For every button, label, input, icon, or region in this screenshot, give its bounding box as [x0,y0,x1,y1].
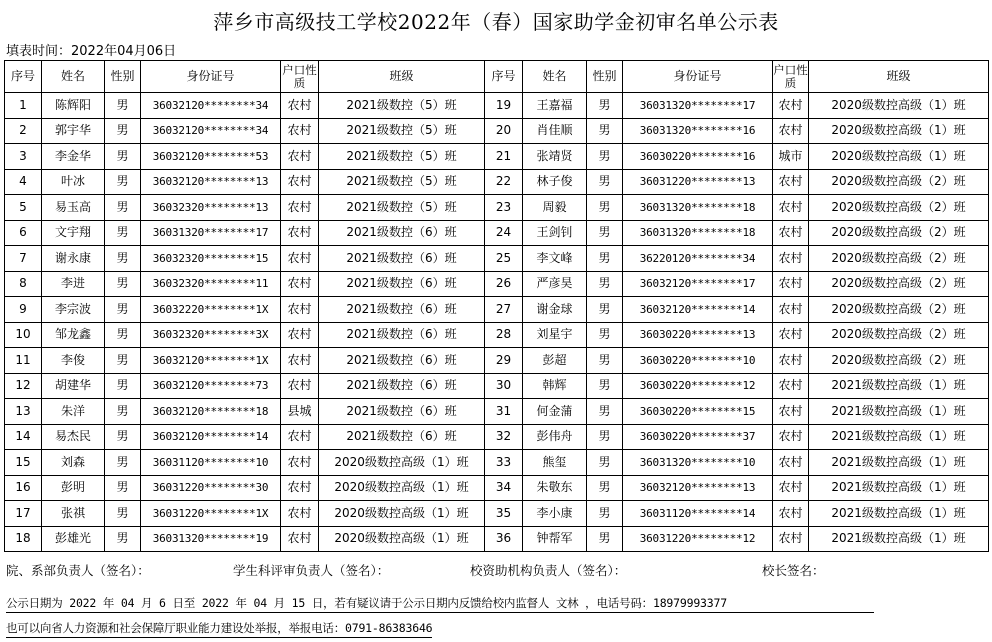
name-cell: 陈辉阳 [42,93,105,119]
name-cell: 何金蒲 [523,399,587,425]
seq-cell: 22 [485,169,523,195]
hukou-cell: 农村 [281,271,319,297]
id-number-cell: 36031220********13 [623,169,773,195]
id-number-cell: 36031120********14 [623,501,773,527]
name-cell: 谢金球 [523,297,587,323]
seq-cell: 35 [485,501,523,527]
table-row [5,195,989,221]
name-cell: 肖佳顺 [523,118,587,144]
id-number-cell: 36031320********18 [623,195,773,221]
hukou-cell: 农村 [281,526,319,552]
hukou-cell: 农村 [773,475,809,501]
table-row [5,118,989,144]
name-cell: 邹龙鑫 [42,322,105,348]
id-number-cell: 36031120********10 [141,450,281,476]
seq-cell: 30 [485,373,523,399]
name-cell: 张靖贤 [523,144,587,170]
table-row [5,501,989,527]
hukou-cell: 农村 [281,93,319,119]
class-cell: 2021级数控（6）班 [319,271,485,297]
table-row [5,297,989,323]
seq-cell: 15 [5,450,42,476]
table-row [5,322,989,348]
name-cell: 郭宇华 [42,118,105,144]
gender-cell: 男 [105,144,141,170]
id-number-cell: 36032120********14 [141,424,281,450]
class-cell: 2020级数控高级（2）班 [809,271,989,297]
hukou-cell: 农村 [773,373,809,399]
id-number-cell: 36031320********17 [141,220,281,246]
name-cell: 彭明 [42,475,105,501]
hukou-cell: 农村 [773,526,809,552]
gender-cell: 男 [105,348,141,374]
review-signature-label: 学生科评审负责人（签名）： [233,563,390,578]
gender-cell: 男 [587,271,623,297]
seq-cell: 7 [5,246,42,272]
gender-cell: 男 [587,501,623,527]
id-number-cell: 36031320********19 [141,526,281,552]
seq-cell: 18 [5,526,42,552]
gender-cell: 男 [587,450,623,476]
col-header: 序号 [485,61,523,93]
col-header: 姓名 [42,61,105,93]
class-cell: 2021级数控（6）班 [319,373,485,399]
table-row [5,373,989,399]
name-cell: 李文峰 [523,246,587,272]
class-cell: 2021级数控（6）班 [319,399,485,425]
class-cell: 2021级数控（5）班 [319,93,485,119]
hukou-cell: 农村 [281,297,319,323]
name-cell: 李金华 [42,144,105,170]
page-title: 萍乡市高级技工学校2022年（春）国家助学金初审名单公示表 [213,10,779,34]
name-cell: 周毅 [523,195,587,221]
col-header: 户口性质 [773,61,809,93]
name-cell: 韩辉 [523,373,587,399]
notice-period: 公示日期为 2022 年 04 月 6 日至 2022 年 04 月 15 日，若有疑议请于公示日期内反馈给校内监督人 文林 ，电话号码：18979993377 [6,595,874,613]
class-cell: 2020级数控高级（1）班 [319,450,485,476]
name-cell: 叶冰 [42,169,105,195]
fill-time: 填表时间：2022年04月06日 [6,44,177,59]
class-cell: 2021级数控（5）班 [319,118,485,144]
table-row [5,93,989,119]
hukou-cell: 农村 [773,169,809,195]
table-row [5,271,989,297]
id-number-cell: 36030220********37 [623,424,773,450]
class-cell: 2020级数控高级（2）班 [809,246,989,272]
id-number-cell: 36030220********16 [623,144,773,170]
name-cell: 胡建华 [42,373,105,399]
id-number-cell: 36220120********34 [623,246,773,272]
id-number-cell: 36032120********34 [141,93,281,119]
col-header: 性别 [105,61,141,93]
seq-cell: 33 [485,450,523,476]
class-cell: 2021级数控（6）班 [319,246,485,272]
gender-cell: 男 [105,169,141,195]
hukou-cell: 农村 [281,450,319,476]
hukou-cell: 农村 [773,322,809,348]
name-cell: 张祺 [42,501,105,527]
gender-cell: 男 [105,373,141,399]
seq-cell: 16 [5,475,42,501]
gender-cell: 男 [587,195,623,221]
student-table [4,60,989,552]
name-cell: 彭伟舟 [523,424,587,450]
class-cell: 2020级数控高级（1）班 [809,144,989,170]
seq-cell: 36 [485,526,523,552]
col-header: 户口性质 [281,61,319,93]
id-number-cell: 36032320********11 [141,271,281,297]
name-cell: 刘星宇 [523,322,587,348]
col-header: 班级 [809,61,989,93]
table-body [5,93,989,552]
id-number-cell: 36030220********15 [623,399,773,425]
hukou-cell: 农村 [773,246,809,272]
seq-cell: 32 [485,424,523,450]
gender-cell: 男 [105,93,141,119]
col-header: 身份证号 [141,61,281,93]
name-cell: 易玉高 [42,195,105,221]
gender-cell: 男 [587,246,623,272]
seq-cell: 5 [5,195,42,221]
name-cell: 王剑钊 [523,220,587,246]
name-cell: 朱敬东 [523,475,587,501]
table-row [5,424,989,450]
id-number-cell: 36032120********1X [141,348,281,374]
table-row [5,144,989,170]
class-cell: 2021级数控高级（1）班 [809,475,989,501]
hukou-cell: 农村 [281,501,319,527]
col-header: 姓名 [523,61,587,93]
hukou-cell: 农村 [773,348,809,374]
hukou-cell: 县城 [281,399,319,425]
table-row [5,348,989,374]
gender-cell: 男 [105,246,141,272]
id-number-cell: 36032120********53 [141,144,281,170]
id-number-cell: 36032120********73 [141,373,281,399]
name-cell: 彭超 [523,348,587,374]
table-row [5,475,989,501]
hukou-cell: 农村 [281,195,319,221]
seq-cell: 6 [5,220,42,246]
hukou-cell: 农村 [281,220,319,246]
id-number-cell: 36032120********18 [141,399,281,425]
class-cell: 2021级数控（6）班 [319,297,485,323]
principal-signature-label: 校长签名： [762,563,825,578]
col-header: 序号 [5,61,42,93]
header-row [5,61,989,93]
class-cell: 2020级数控高级（2）班 [809,322,989,348]
seq-cell: 3 [5,144,42,170]
col-header: 身份证号 [623,61,773,93]
name-cell: 李进 [42,271,105,297]
name-cell: 李俊 [42,348,105,374]
gender-cell: 男 [587,93,623,119]
id-number-cell: 36031220********12 [623,526,773,552]
gender-cell: 男 [587,118,623,144]
table-row [5,399,989,425]
seq-cell: 23 [485,195,523,221]
name-cell: 熊玺 [523,450,587,476]
name-cell: 李小康 [523,501,587,527]
class-cell: 2020级数控高级（1）班 [809,118,989,144]
id-number-cell: 36031220********30 [141,475,281,501]
class-cell: 2021级数控（6）班 [319,348,485,374]
id-number-cell: 36030220********12 [623,373,773,399]
table-row [5,526,989,552]
gender-cell: 男 [587,220,623,246]
seq-cell: 34 [485,475,523,501]
seq-cell: 17 [5,501,42,527]
class-cell: 2021级数控高级（1）班 [809,526,989,552]
dept-signature-label: 院、系部负责人（签名）： [6,563,150,578]
hukou-cell: 农村 [281,169,319,195]
class-cell: 2021级数控高级（1）班 [809,424,989,450]
hukou-cell: 农村 [773,271,809,297]
class-cell: 2021级数控高级（1）班 [809,399,989,425]
class-cell: 2020级数控高级（2）班 [809,348,989,374]
id-number-cell: 36031320********16 [623,118,773,144]
gender-cell: 男 [105,475,141,501]
hukou-cell: 农村 [773,501,809,527]
gender-cell: 男 [587,424,623,450]
seq-cell: 4 [5,169,42,195]
id-number-cell: 36031220********1X [141,501,281,527]
seq-cell: 1 [5,93,42,119]
hukou-cell: 农村 [281,424,319,450]
id-number-cell: 36030220********10 [623,348,773,374]
seq-cell: 24 [485,220,523,246]
gender-cell: 男 [587,322,623,348]
name-cell: 易杰民 [42,424,105,450]
class-cell: 2021级数控（5）班 [319,195,485,221]
seq-cell: 29 [485,348,523,374]
seq-cell: 19 [485,93,523,119]
class-cell: 2020级数控高级（1）班 [319,475,485,501]
gender-cell: 男 [105,195,141,221]
seq-cell: 27 [485,297,523,323]
seq-cell: 9 [5,297,42,323]
class-cell: 2020级数控高级（1）班 [319,501,485,527]
hukou-cell: 农村 [281,475,319,501]
hukou-cell: 农村 [281,118,319,144]
class-cell: 2020级数控高级（2）班 [809,169,989,195]
signature-row [0,561,992,579]
hukou-cell: 农村 [773,450,809,476]
gender-cell: 男 [105,501,141,527]
gender-cell: 男 [105,424,141,450]
class-cell: 2021级数控（5）班 [319,144,485,170]
gender-cell: 男 [105,526,141,552]
id-number-cell: 36032120********14 [623,297,773,323]
gender-cell: 男 [587,169,623,195]
id-number-cell: 36032320********3X [141,322,281,348]
seq-cell: 10 [5,322,42,348]
gender-cell: 男 [587,348,623,374]
class-cell: 2021级数控（6）班 [319,322,485,348]
id-number-cell: 36030220********13 [623,322,773,348]
name-cell: 彭雄光 [42,526,105,552]
hukou-cell: 农村 [281,348,319,374]
name-cell: 刘森 [42,450,105,476]
gender-cell: 男 [587,297,623,323]
id-number-cell: 36032320********13 [141,195,281,221]
id-number-cell: 36032320********15 [141,246,281,272]
hukou-cell: 农村 [281,322,319,348]
gender-cell: 男 [105,399,141,425]
seq-cell: 20 [485,118,523,144]
seq-cell: 11 [5,348,42,374]
seq-cell: 13 [5,399,42,425]
hukou-cell: 农村 [773,424,809,450]
hukou-cell: 农村 [281,144,319,170]
gender-cell: 男 [105,118,141,144]
class-cell: 2021级数控（6）班 [319,424,485,450]
class-cell: 2021级数控（5）班 [319,169,485,195]
name-cell: 朱洋 [42,399,105,425]
hukou-cell: 农村 [281,246,319,272]
gender-cell: 男 [587,144,623,170]
hukou-cell: 农村 [773,399,809,425]
id-number-cell: 36032220********1X [141,297,281,323]
gender-cell: 男 [587,526,623,552]
gender-cell: 男 [587,475,623,501]
seq-cell: 31 [485,399,523,425]
class-cell: 2020级数控高级（2）班 [809,220,989,246]
seq-cell: 21 [485,144,523,170]
hukou-cell: 农村 [281,373,319,399]
name-cell: 严彦昊 [523,271,587,297]
id-number-cell: 36032120********34 [141,118,281,144]
class-cell: 2021级数控（6）班 [319,220,485,246]
hukou-cell: 城市 [773,144,809,170]
table-row [5,220,989,246]
seq-cell: 8 [5,271,42,297]
aid-signature-label: 校资助机构负责人（签名）： [470,563,627,578]
class-cell: 2021级数控高级（1）班 [809,450,989,476]
seq-cell: 2 [5,118,42,144]
table-row [5,246,989,272]
notice-report: 也可以向省人力资源和社会保障厅职业能力建设处举报，举报电话：0791-86383646 [6,620,432,638]
seq-cell: 26 [485,271,523,297]
gender-cell: 男 [105,450,141,476]
gender-cell: 男 [587,399,623,425]
gender-cell: 男 [105,322,141,348]
class-cell: 2021级数控高级（1）班 [809,501,989,527]
gender-cell: 男 [105,220,141,246]
hukou-cell: 农村 [773,220,809,246]
gender-cell: 男 [105,271,141,297]
id-number-cell: 36031320********18 [623,220,773,246]
id-number-cell: 36032120********13 [623,475,773,501]
table-row [5,450,989,476]
class-cell: 2020级数控高级（1）班 [809,93,989,119]
table-row [5,169,989,195]
gender-cell: 男 [105,297,141,323]
id-number-cell: 36031320********17 [623,93,773,119]
name-cell: 李宗波 [42,297,105,323]
hukou-cell: 农村 [773,93,809,119]
col-header: 班级 [319,61,485,93]
hukou-cell: 农村 [773,195,809,221]
name-cell: 钟帮军 [523,526,587,552]
seq-cell: 12 [5,373,42,399]
seq-cell: 14 [5,424,42,450]
class-cell: 2020级数控高级（2）班 [809,195,989,221]
hukou-cell: 农村 [773,297,809,323]
name-cell: 谢永康 [42,246,105,272]
id-number-cell: 36031320********10 [623,450,773,476]
name-cell: 王嘉福 [523,93,587,119]
seq-cell: 25 [485,246,523,272]
seq-cell: 28 [485,322,523,348]
class-cell: 2020级数控高级（1）班 [319,526,485,552]
name-cell: 文宇翔 [42,220,105,246]
col-header: 性别 [587,61,623,93]
id-number-cell: 36032120********13 [141,169,281,195]
class-cell: 2021级数控高级（1）班 [809,373,989,399]
gender-cell: 男 [587,373,623,399]
name-cell: 林子俊 [523,169,587,195]
hukou-cell: 农村 [773,118,809,144]
id-number-cell: 36032120********17 [623,271,773,297]
class-cell: 2020级数控高级（2）班 [809,297,989,323]
